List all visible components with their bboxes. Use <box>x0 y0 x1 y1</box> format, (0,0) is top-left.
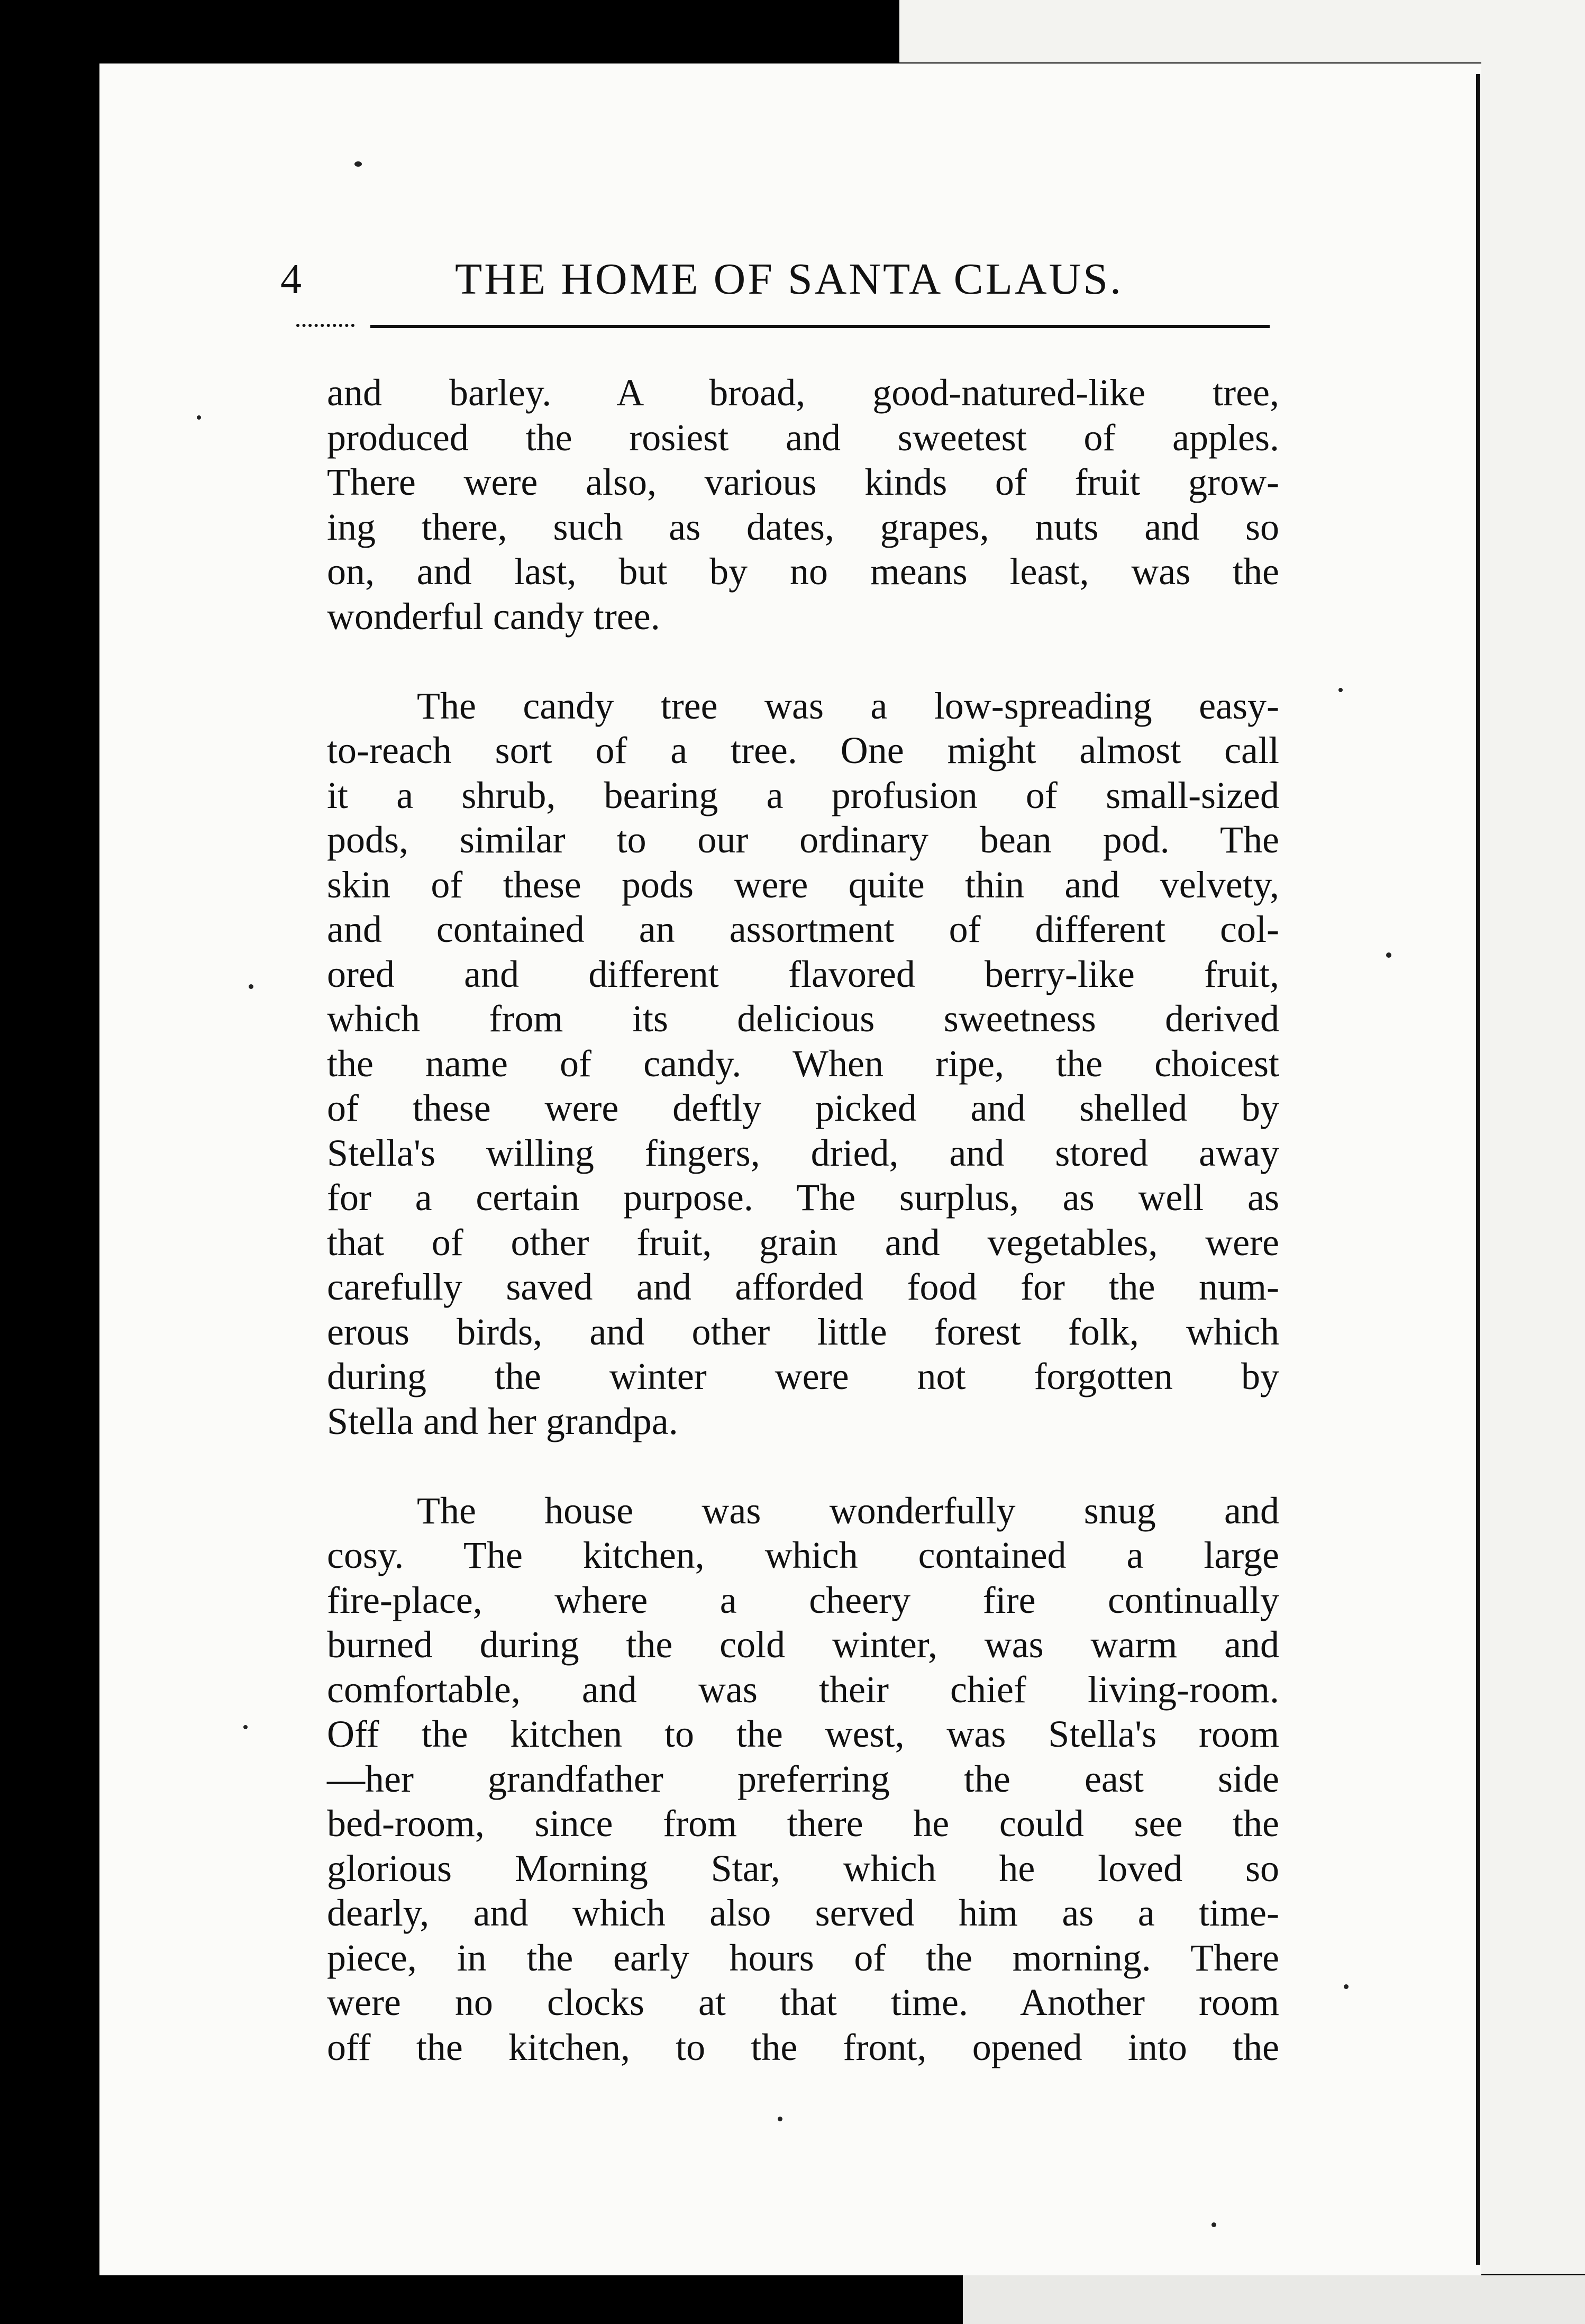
text-line: to-reach sort of a tree. One might almost call <box>327 729 1279 771</box>
paragraph-gap <box>327 1444 1279 1488</box>
text-line: which from its delicious sweetness derived <box>327 997 1279 1040</box>
text-line: glorious Morning Star, which he loved so <box>327 1847 1279 1890</box>
body-text <box>327 370 1279 2069</box>
text-line: that of other fruit, grain and vegetables, were <box>327 1221 1279 1264</box>
adjacent-leaf-bottom <box>963 2275 1585 2324</box>
page-header <box>280 253 1275 311</box>
text-line: off the kitchen, to the front, opened into the <box>327 2026 1279 2068</box>
text-line: cosy. The kitchen, which contained a large <box>327 1534 1279 1576</box>
text-line: were no clocks at that time. Another room <box>327 1981 1279 2023</box>
text-line: and barley. A broad, good-natured-like tree, <box>327 371 1279 414</box>
text-line: comfortable, and was their chief living-room. <box>327 1668 1279 1711</box>
text-line: during the winter were not forgotten by <box>327 1355 1279 1397</box>
text-line: bed-room, since from there he could see the <box>327 1802 1279 1845</box>
scan-speck <box>1211 2222 1216 2227</box>
text-line: produced the rosiest and sweetest of apples. <box>327 416 1279 459</box>
text-line: wonderful candy tree. <box>327 595 660 638</box>
scan-speck <box>249 984 253 989</box>
text-line: the name of candy. When ripe, the choicest <box>327 1042 1279 1085</box>
text-line: Stella's willing fingers, dried, and stored away <box>327 1131 1279 1174</box>
adjacent-leaf-top <box>899 0 1585 62</box>
header-rule <box>370 325 1270 328</box>
scan-speck <box>778 2117 782 2121</box>
text-line: Off the kitchen to the west, was Stella's room <box>327 1713 1279 1755</box>
header-rule-dots <box>296 324 354 331</box>
text-line: dearly, and which also served him as a time- <box>327 1892 1279 1934</box>
page-edge-shadow <box>1476 74 1480 2265</box>
text-line: on, and last, but by no means least, was the <box>327 550 1279 593</box>
text-line: burned during the cold winter, was warm and <box>327 1623 1279 1666</box>
running-head: THE HOME OF SANTA CLAUS. <box>455 255 1124 304</box>
text-line: carefully saved and afforded food for the num- <box>327 1266 1279 1308</box>
text-line: and contained an assortment of different col- <box>327 908 1279 950</box>
adjacent-leaf-right <box>1481 62 1585 2274</box>
text-line: The house was wonderfully snug and <box>417 1489 1279 1532</box>
text-line: for a certain purpose. The surplus, as well as <box>327 1176 1279 1219</box>
text-line: of these were deftly picked and shelled by <box>327 1087 1279 1129</box>
text-line: piece, in the early hours of the morning. There <box>327 1936 1279 1979</box>
text-line: fire-place, where a cheery fire continually <box>327 1578 1279 1621</box>
paragraph-gap <box>327 639 1279 684</box>
scan-speck <box>1338 688 1343 692</box>
text-line: erous birds, and other little forest folk, which <box>327 1310 1279 1353</box>
text-line: it a shrub, bearing a profusion of small-sized <box>327 774 1279 816</box>
scan-speck <box>1386 952 1391 958</box>
text-line: Stella and her grandpa. <box>327 1400 678 1442</box>
scan-speck <box>197 415 201 420</box>
scan-speck <box>243 1725 248 1729</box>
scan-speck <box>1344 1984 1349 1989</box>
scan-speck <box>354 161 362 167</box>
page-number: 4 <box>280 256 302 303</box>
text-line: There were also, various kinds of fruit grow- <box>327 461 1279 503</box>
text-line: ored and different flavored berry-like fruit, <box>327 952 1279 995</box>
text-line: pods, similar to our ordinary bean pod. The <box>327 819 1279 861</box>
text-line: ing there, such as dates, grapes, nuts and so <box>327 505 1279 548</box>
text-line: The candy tree was a low-spreading easy- <box>417 684 1279 727</box>
text-line: skin of these pods were quite thin and velvety, <box>327 863 1279 906</box>
text-line: —her grandfather preferring the east side <box>327 1757 1279 1800</box>
